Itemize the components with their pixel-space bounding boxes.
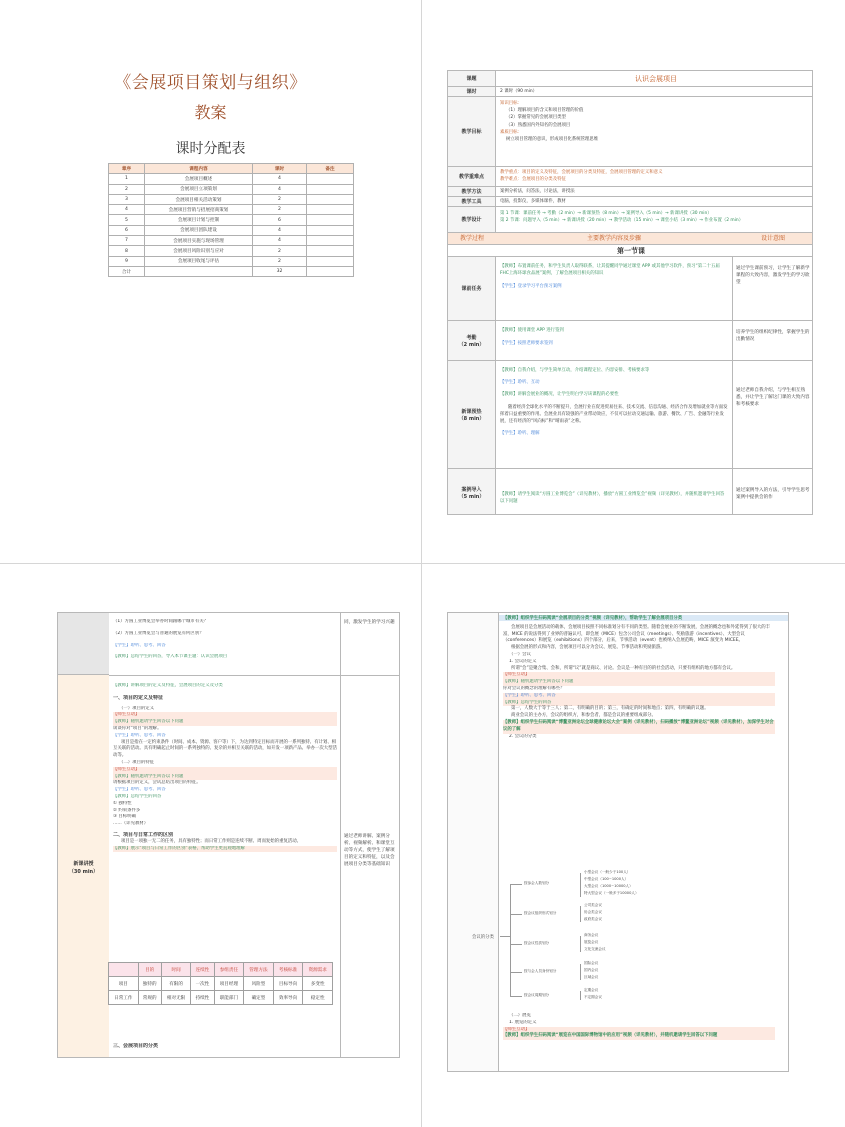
paragraph: 所谓“会”是聚合集、会和，所谓“议”就是商议、讨论。会议是一种有目的的社会活动，只要有组织的地方都有会议。 <box>511 665 736 671</box>
mindmap-link <box>580 906 581 922</box>
cell: 9 <box>109 256 145 266</box>
cell: 3 <box>109 194 145 204</box>
cell: 管理方法 <box>244 963 274 977</box>
topic-value: 认识会展项目 <box>635 75 677 83</box>
subsection-heading: （一）会议 <box>509 651 531 657</box>
interaction-tag: 【师生互动】 <box>503 1027 775 1034</box>
teacher-action: 【教师】随机邀请学生回答以下问题 <box>113 719 337 726</box>
warmup-label <box>448 361 496 468</box>
question: 谈谈你对“项目”的理解。 <box>113 725 162 731</box>
question: 请根据项目的定义，尝试总结出项目的特征。 <box>113 780 201 786</box>
goal-item: 树立项目管理的意识，形成项目化系统管理思维 <box>506 137 599 143</box>
tool-row <box>448 197 813 207</box>
cell: 考核标准 <box>273 963 303 977</box>
cell <box>307 236 354 246</box>
mindmap-leaf: 国内会议 <box>584 968 599 972</box>
cell: 确定型 <box>244 991 274 1005</box>
mindmap-link <box>510 996 522 997</box>
mindmap-leaf: 不定期会议 <box>584 995 602 999</box>
cell: 8 <box>109 246 145 256</box>
new-lesson-content <box>113 683 337 852</box>
mindmap-group: 按会议组织形式划分 <box>524 911 557 915</box>
table-row <box>109 215 354 225</box>
attendance-label <box>448 321 496 360</box>
schedule-header-row <box>109 164 354 174</box>
new-lesson-time: （30 min） <box>68 869 99 875</box>
case-intent: 通过案例导入的方法，引导学生思考案例中提供会的作 <box>736 488 810 500</box>
mindmap-leaf: 协会类会议 <box>584 910 602 914</box>
cell: 资源需求 <box>303 963 333 977</box>
table-row <box>109 256 354 266</box>
cell: 日常工作 <box>109 991 139 1005</box>
warmup-time: （8 min） <box>458 415 485 422</box>
teacher-action: 【教师】组织学生扫码阅读“会展项目的分类”视频（详见教材），帮助学生了解会展项目分类 <box>503 616 683 621</box>
cell <box>307 194 354 204</box>
design-label: 教学设计 <box>448 207 496 232</box>
cell <box>307 225 354 235</box>
pre-task-text: 【教师】布置课前任务，和学生负责人取得联系，让其提醒同学通过课堂 APP 或其他学习软件，预习“第二十五届FHC上海环球食品展”案例，了解会展项目相关的知识 <box>500 264 720 277</box>
row-divider <box>109 675 400 676</box>
case-title: 案例导入 <box>461 486 482 493</box>
cell: 2 <box>109 184 145 194</box>
cell: 4 <box>253 184 307 194</box>
carry-over-content <box>113 619 337 661</box>
subsection-heading: 2. 会议的分类 <box>509 733 537 739</box>
mindmap-link <box>580 991 581 1000</box>
hours-value: 2 课时（90 min） <box>500 89 538 94</box>
hours-label: 课时 <box>448 87 496 96</box>
cell: 7 <box>109 236 145 246</box>
cell: 持续性 <box>191 991 214 1005</box>
cell <box>307 215 354 225</box>
warmup-intent: 通过老师自我介绍，与学生相互熟悉，并让学生了解这门课的大致内容和考核要求 <box>736 388 810 407</box>
cell: 会展项目营销与招展招商策划 <box>145 205 253 215</box>
hours-row <box>448 87 813 97</box>
interaction-tag: 【师生互动】 <box>113 767 337 774</box>
cell: 4 <box>253 236 307 246</box>
pre-task-label: 课前任务 <box>448 257 496 320</box>
warmup-content <box>500 367 728 437</box>
mindmap-leaf: 定期会议 <box>584 988 599 992</box>
meeting-section <box>503 616 775 740</box>
mindmap-link <box>510 914 522 915</box>
student-action: 【学生】聆听、思考、回答 <box>113 787 166 793</box>
table-row <box>109 184 354 194</box>
page-divider-horizontal <box>0 563 845 564</box>
cell <box>307 266 354 276</box>
topic-row <box>448 71 813 87</box>
teacher-action: 【教师】总结学生的回答 <box>503 700 775 707</box>
section-heading: 三、会展项目的分类 <box>113 1043 159 1049</box>
cell: 6 <box>109 225 145 235</box>
comparison-header-row <box>109 963 333 977</box>
cell: 职能部门 <box>214 991 244 1005</box>
cell: 会展项目立项策划 <box>145 184 253 194</box>
mindmap-group: 按参会人数划分 <box>524 881 550 885</box>
warmup-step: 【学生】聆听、互动 <box>500 380 540 386</box>
table-total-row <box>109 266 354 276</box>
subsection-heading: （一）项目的定义 <box>119 705 155 711</box>
cell: 会展项目实施与现场管理 <box>145 236 253 246</box>
design-steps <box>500 210 812 224</box>
mindmap-group: 按会议周期划分 <box>524 993 550 997</box>
cell: 独特的 <box>138 977 161 991</box>
header-cell: 备注 <box>307 164 354 174</box>
mindmap-leaf: 小型会议（一般少于100人） <box>584 870 631 874</box>
table-row <box>109 174 354 184</box>
allocation-heading: 课时分配表 <box>175 141 246 157</box>
design-step: 第 1 节课：课前任务 → 考勤（2 min）→ 新课预热（8 min）→ 案例导入（5 min）→ 新课讲授（30 min） <box>500 211 712 216</box>
header-cell: 课时 <box>253 164 307 174</box>
tool-label: 教学工具 <box>448 197 496 206</box>
key-point: 教学难点：会展项目的分类及特征 <box>500 177 566 183</box>
mindmap-link <box>510 972 522 973</box>
cell <box>109 963 139 977</box>
mindmap-link <box>580 873 581 897</box>
goals-label: 教学目标 <box>448 97 496 166</box>
paragraph: 会展项目是会展活动的载体，会展项目按照不同标准划分有不同的类型。随着会展业的不断发展，会展的概念也和外延得到了很大的丰富，MICE 的说法得到了业界的普遍认可，即会展（MICE）包含公司会议（meetings）、奖励旅游（incentives）、大型会议（conferences）和展览（exhibitions）四个部分，后来，节事活动（event）也被纳入会展范畴，MICE 演变为 MICEE。 <box>503 624 771 644</box>
mindmap-link <box>510 884 511 996</box>
attendance-student: 【学生】按照老师要求签到 <box>500 341 553 347</box>
mindmap-link <box>580 964 581 980</box>
student-action: 【学生】聆听、思考、回答 <box>113 732 166 738</box>
mindmap-leaf: 大型会议（1000~10000人） <box>584 884 633 888</box>
col-content: 主要教学内容及步骤 <box>586 235 641 242</box>
teacher-action: 【教师】组织学生扫码阅读“展览在中国国际博物馆中的应用”视频（详见教材），并随机邀请学生回答以下问题 <box>503 1033 775 1040</box>
method-row <box>448 187 813 197</box>
cell: 目的 <box>138 963 161 977</box>
cell: 项目经理 <box>214 977 244 991</box>
attendance-teacher: 【教师】使用课堂 APP 进行签到 <box>500 328 564 333</box>
warmup-title: 新课预热 <box>461 408 482 415</box>
pre-task-student: 【学生】登录学习平台预习案例 <box>500 284 562 290</box>
document-title: 《会展项目策划与组织》 <box>114 73 307 93</box>
table-row <box>109 991 333 1005</box>
cell: 4 <box>253 225 307 235</box>
cell: 会展项目收尾与评估 <box>145 256 253 266</box>
cell: 常规的 <box>138 991 161 1005</box>
attendance-intent: 培养学生的组织纪律性，掌握学生的出勤情况 <box>736 330 810 342</box>
key-points-label: 教学重难点 <box>448 167 496 186</box>
cell: 会展项目团队建设 <box>145 225 253 235</box>
col-intent: 设计意图 <box>760 235 785 242</box>
warmup-step: 【教师】自我介绍，与学生简单互动，介绍课程定位、内容安排、考核要求等 <box>500 368 650 373</box>
subsection-heading: 1. 展览的定义 <box>509 1019 537 1025</box>
interaction-tag: 【师生互动】 <box>503 672 775 679</box>
cell: 稳定性 <box>303 991 333 1005</box>
section-heading: 二、项目与日常工作的区别 <box>113 831 174 838</box>
question: （1）方圆工业博览会举办时间跟哪个城市有关？ <box>113 619 208 624</box>
feature-item: ……（详见教材） <box>113 821 149 827</box>
pre-task-intent: 通过学生课前预习，让学生了解新学课程的大致内容，激发学生的学习欲望 <box>736 266 810 285</box>
goals-list <box>500 100 812 143</box>
cell: 时间 <box>161 963 191 977</box>
cell: 会展项目计划与控制 <box>145 215 253 225</box>
paragraph: 项目是指在一定约束条件（时间、成本、资源、客户等）下，为达到特定目标而开展的一系列独特、有计划、相互关联的活动。具有明确起止时间的一系列独特的、复杂的并相互关联的活动，如开发一项新产品、举办一次大型活动等。 <box>113 739 337 759</box>
mindmap-link <box>580 936 581 952</box>
mindmap-leaf: 展览会议 <box>584 940 599 944</box>
new-lesson-title: 新课讲授 <box>73 861 94 867</box>
question: （2）方圆工业博览会与普通的展览有何区别？ <box>113 630 204 636</box>
subsection-heading: （二）展览 <box>509 1013 531 1018</box>
cell: 会展项目风险识别与应对 <box>145 246 253 256</box>
paragraph: 第一，人数大于等于三人；第二，有明确的目的；第三，有确定的时间和地点；第四，有明确的议题。 <box>511 706 709 712</box>
method-value: 案例分析法，问答法，讨论法，讲授法 <box>500 189 575 194</box>
mindmap-leaf: 特大型会议（一般多于10000人） <box>584 891 639 895</box>
cell: 相对无限 <box>161 991 191 1005</box>
feature-item: ① 独特性 <box>113 800 132 806</box>
goal-item: （2）掌握常见的会展项目类型 <box>506 115 566 121</box>
cell: 4 <box>109 205 145 215</box>
col-process: 教学过程 <box>459 235 484 242</box>
pre-task-content <box>500 263 728 291</box>
goal-item: 素质目标： <box>500 129 522 135</box>
mindmap-leaf: 政府类会议 <box>584 917 602 921</box>
design-row <box>448 207 813 233</box>
table-row <box>109 977 333 991</box>
teacher-action: 【教师】总结学生的回答 <box>113 793 162 799</box>
key-points <box>500 169 812 183</box>
teacher-action: 【教师】组织学生扫码阅读“博鳌亚洲论坛全球健康论坛大会”案例（详见教材），扫码播放“博鳌亚洲论坛”视频（详见教材），加深学生对会议的了解 <box>503 719 774 732</box>
mindmap-group: 按与会人员身份划分 <box>524 969 557 973</box>
cell: 一次性 <box>191 977 214 991</box>
mindmap-group: 按会议性质划分 <box>524 941 550 945</box>
cell: 2 <box>253 194 307 204</box>
teacher-action: 【教师】随机邀请学生回答以下问题 <box>113 774 337 781</box>
cell: 有限的 <box>161 977 191 991</box>
mindmap-link <box>500 936 510 937</box>
cell: 项目 <box>109 977 139 991</box>
tool-value: 电脑，投影仪，多媒体课件，教材 <box>500 199 566 204</box>
case-row <box>448 469 813 515</box>
new-lesson-intent: 通过老师讲解、案例分析、视频解析、和课堂互动等方式，使学生了解项目的定义和特征，以及会展项目分类等基础知识 <box>344 834 395 867</box>
new-lesson-cell <box>58 675 109 1058</box>
cell: 32 <box>253 266 307 276</box>
lesson-row <box>448 245 813 257</box>
schedule-table <box>108 163 354 277</box>
table-row <box>109 194 354 204</box>
cell: 6 <box>253 215 307 225</box>
page-2-lesson-plan <box>447 70 813 515</box>
process-column <box>58 613 109 1058</box>
case-label <box>448 469 496 515</box>
teacher-action: 【教师】展示“项目与日常工作的区别”表格，帮助学生更直观地理解 <box>113 846 337 853</box>
cell: 合计 <box>109 266 145 276</box>
cell: 1 <box>109 174 145 184</box>
lesson-title: 第一节课 <box>617 247 645 255</box>
section-heading: 一、项目的定义及特征 <box>113 694 164 701</box>
paragraph: 商业会议的主办方，会议的组织方，和参会者，都是会议的重要组成部分。 <box>511 713 656 719</box>
interaction-tag: 【师生互动】 <box>113 712 337 719</box>
exhibition-section <box>503 1013 775 1040</box>
cell <box>307 174 354 184</box>
question: 你对会议的概念的理解有哪些？ <box>503 685 565 691</box>
attendance-time: （2 min） <box>458 341 485 348</box>
mindmap-root: 会议的分类 <box>472 935 494 940</box>
cell: 会展项目相关活动策划 <box>145 194 253 204</box>
student-action: 【学生】聆听、思考、回答 <box>113 642 166 648</box>
cell <box>307 246 354 256</box>
mindmap-leaf: 区域会议 <box>584 975 599 979</box>
paragraph: 项目是一项独一无二的任务，具有独特性；而日常工作则是连续不断、周而复始的重复活动。 <box>121 838 302 844</box>
paragraph: 根据会展的形式和内容，会展项目可以分为会议、展览、节事活动和奖励旅游。 <box>511 645 665 651</box>
teacher-action: 【教师】随机邀请学生回答以下问题 <box>503 679 775 686</box>
feature-item: ② 约束条件多 <box>113 807 141 813</box>
goals-row <box>448 97 813 167</box>
warmup-row <box>448 361 813 469</box>
teacher-action: 【教师】总结学生的回答，导入本节课主题：认识会展项目 <box>113 654 228 660</box>
meeting-classification-mindmap <box>470 870 740 1010</box>
comparison-table <box>108 962 333 1005</box>
mindmap-leaf: 公司类会议 <box>584 903 602 907</box>
design-step: 第 2 节课：问题导入（5 min）→ 新课讲授（20 min）→ 教学活动（15 min）→ 课堂小结（3 min）→ 作业布置（2 min） <box>500 218 744 224</box>
subsection-heading: （二）项目的特征 <box>119 759 155 765</box>
mindmap-link <box>510 884 522 885</box>
header-cell: 章序 <box>109 164 145 174</box>
warmup-step: 【学生】聆听、理解 <box>500 431 540 437</box>
header-cell: 课程内容 <box>145 164 253 174</box>
table-row <box>109 225 354 235</box>
intent-column-divider <box>340 613 341 1058</box>
topic-label: 课题 <box>448 71 496 86</box>
goal-item: 知识目标： <box>500 101 522 106</box>
mindmap-leaf: 国际会议 <box>584 961 599 965</box>
cell <box>145 266 253 276</box>
cell: 5 <box>109 215 145 225</box>
page-1-cover <box>0 0 421 563</box>
case-text: 【教师】请学生阅读“方圆工业博览会”（详见教材），播放“方圆工业博览会”视频（详见教材），并随机邀请学生回答以下问题 <box>500 492 725 505</box>
student-action: 【学生】聆听、思考、回答 <box>503 693 775 700</box>
cell: 2 <box>253 246 307 256</box>
cell: 效率导向 <box>273 991 303 1005</box>
mindmap-leaf: 商务会议 <box>584 933 599 937</box>
mindmap-link <box>510 944 522 945</box>
subsection-heading: 1. 会议的定义 <box>509 658 537 664</box>
carry-over-intent: 同，激发学生的学习兴趣 <box>344 620 395 625</box>
key-point: 教学重点：项目的定义及特征，会展项目的分类及特征，会展项目管理的定义和意义 <box>500 170 663 175</box>
cell: 连续性 <box>191 963 214 977</box>
warmup-step: 【教师】讲解会展业的概况，让学生明白学习该课程的必要性 <box>500 392 619 398</box>
cell: 风险型 <box>244 977 274 991</box>
new-lesson-label <box>58 860 109 876</box>
cell: 目标导向 <box>273 977 303 991</box>
cell: 2 <box>253 256 307 266</box>
cell <box>307 184 354 194</box>
key-points-row <box>448 167 813 187</box>
table-row <box>109 246 354 256</box>
goal-item: （1）理解项目的含义和项目管理的价值 <box>506 108 584 114</box>
cell: 2 <box>253 205 307 215</box>
feature-item: ③ 目标明确 <box>113 814 136 820</box>
goal-item: （3）熟悉国内外知名的会展项目 <box>506 122 571 128</box>
method-label: 教学方法 <box>448 187 496 196</box>
process-header-row <box>448 233 813 245</box>
cell <box>307 256 354 266</box>
table-row <box>109 236 354 246</box>
document-subtitle: 教案 <box>194 103 227 122</box>
attendance-row <box>448 321 813 361</box>
cell: 多变性 <box>303 977 333 991</box>
cell: 会展项目概述 <box>145 174 253 184</box>
case-time: （5 min） <box>458 493 485 500</box>
pre-task-row <box>448 257 813 321</box>
cell: 4 <box>253 174 307 184</box>
carry-over-cell <box>58 613 109 675</box>
warmup-paragraph: 随着经济全球化水平的不断提升，会展行业在促进贸易往来、技术交流、信息沟通、经济合作及增加就业等方面发挥着日益重要的作用。会展业具有较强的产业带动效应，不仅可以拉动交通运输、旅游、餐饮、广告、金融等行业发展，还有经济的“风向标”和“晴雨表”之称。 <box>500 404 728 425</box>
cell: 参组责任 <box>214 963 244 977</box>
mindmap-leaf: 文化交流会议 <box>584 947 606 951</box>
teacher-action: 【教师】讲解项目的定义及特征，会展项目的定义及分类 <box>113 683 223 688</box>
mindmap-leaf: 中型会议（100~1000人） <box>584 877 629 881</box>
cell <box>307 205 354 215</box>
table-row <box>109 205 354 215</box>
attendance-title: 考勤 <box>466 334 477 341</box>
